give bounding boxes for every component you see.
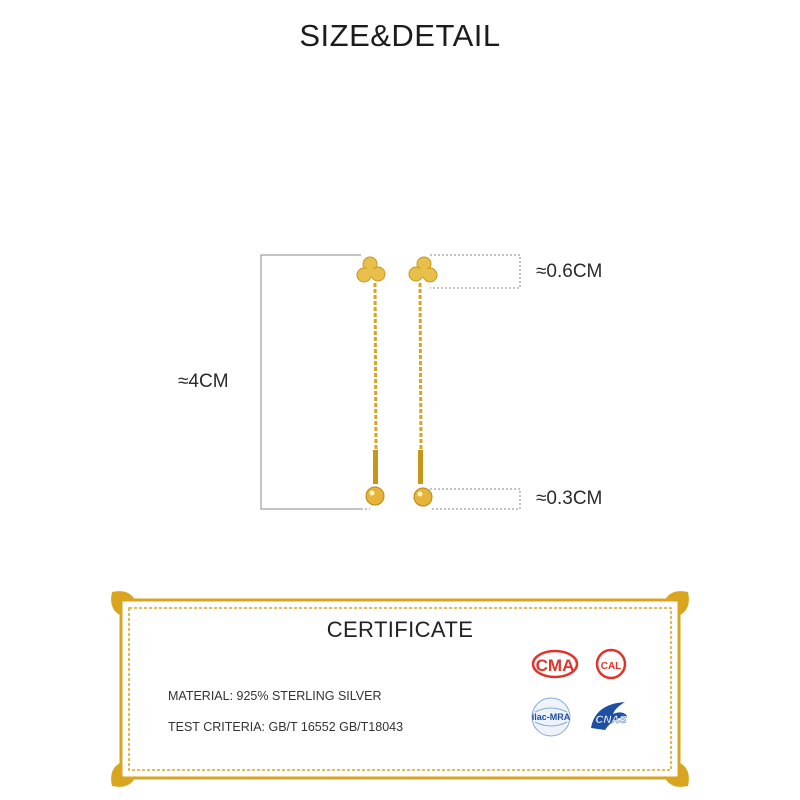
ilac-logo-text: ilac-MRA — [531, 712, 571, 722]
top-size-label: ≈0.6CM — [536, 261, 603, 282]
page-title: SIZE&DETAIL — [299, 18, 501, 53]
material-text: MATERIAL: 925% STERLING SILVER — [168, 689, 382, 703]
test-criteria-text: TEST CRITERIA: GB/T 16552 GB/T18043 — [168, 720, 404, 734]
total-length-label: ≈4CM — [178, 371, 229, 392]
cnas-logo-icon — [591, 702, 627, 730]
bottom-size-label: ≈0.3CM — [536, 488, 603, 509]
cal-logo-text: CAL — [600, 661, 622, 672]
cal-logo-icon — [597, 650, 625, 678]
ilac-mra-logo-icon — [532, 698, 571, 736]
cnas-logo-text: CNAS — [595, 714, 627, 726]
cma-logo-icon — [533, 651, 577, 677]
cma-logo-text: CMA — [535, 656, 575, 675]
certificate-title: CERTIFICATE — [326, 617, 474, 642]
